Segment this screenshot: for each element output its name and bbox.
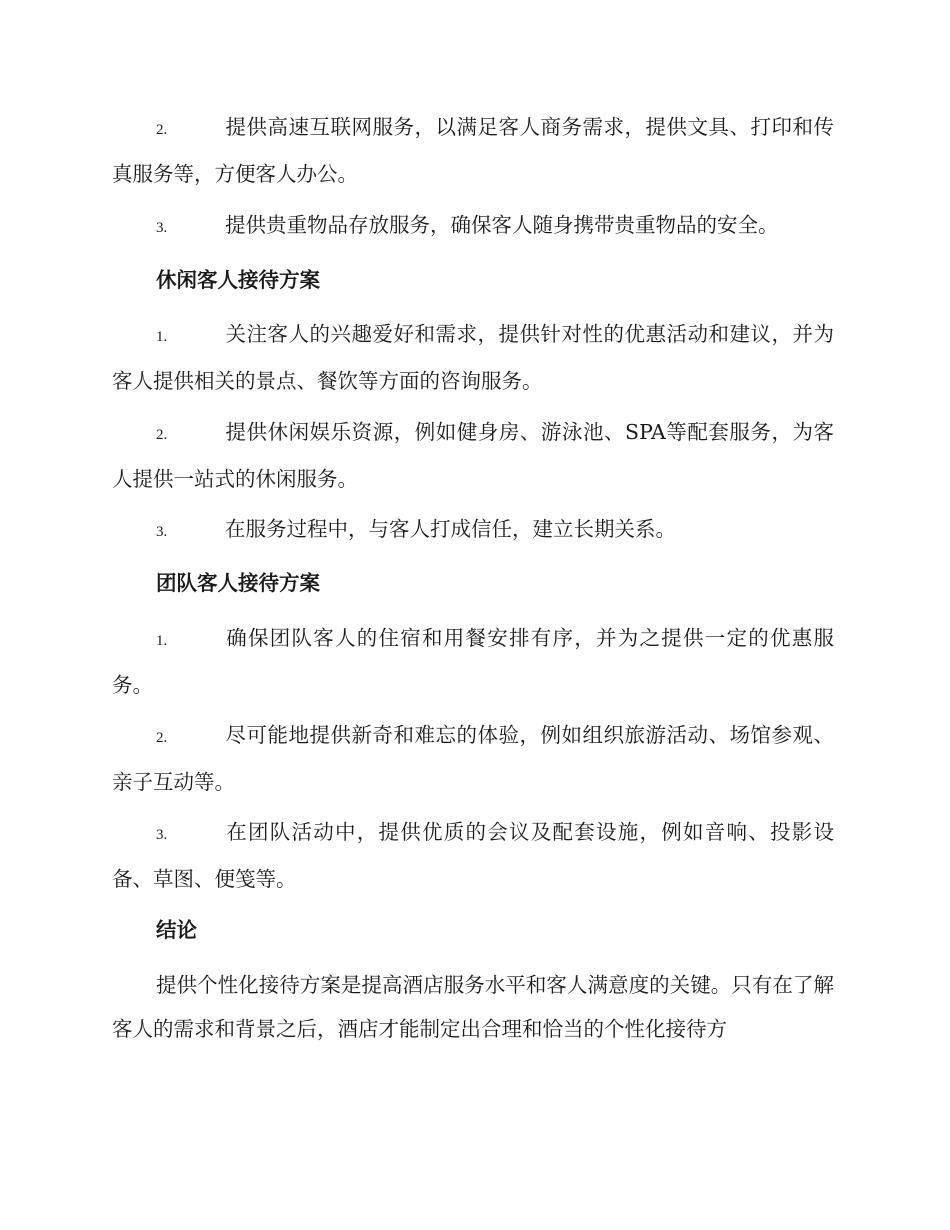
item-number: 3. — [156, 827, 168, 843]
conclusion-heading-block — [112, 908, 834, 952]
item-number: 2. — [156, 730, 168, 746]
list-item — [112, 616, 834, 707]
list-item — [112, 105, 834, 196]
item-text: 确保团队客人的住宿和用餐安排有序，并为之提供一定的优惠服务。 — [112, 626, 834, 697]
group-item-3 — [112, 810, 834, 901]
leisure-heading-block — [112, 258, 834, 302]
group-heading-block — [112, 561, 834, 605]
item-number: 1. — [156, 633, 168, 649]
item-text: 在团队活动中，提供优质的会议及配套设施，例如音响、投影设备、草图、便笺等。 — [112, 820, 834, 891]
item-number: 3. — [156, 524, 168, 540]
business-list-2 — [112, 203, 834, 250]
item-text: 提供贵重物品存放服务，确保客人随身携带贵重物品的安全。 — [225, 213, 779, 237]
list-item — [112, 507, 834, 554]
list-item — [112, 713, 834, 804]
list-item — [112, 312, 834, 403]
section-heading-conclusion: 结论 — [156, 918, 197, 942]
list-item — [112, 810, 834, 901]
item-text: 尽可能地提供新奇和难忘的体验，例如组织旅游活动、场馆参观、亲子互动等。 — [112, 723, 834, 794]
group-item-2 — [112, 713, 834, 804]
item-number: 3. — [156, 220, 168, 236]
item-number: 2. — [156, 427, 168, 443]
item-number: 1. — [156, 329, 168, 345]
leisure-item-1 — [112, 312, 834, 403]
list-item — [112, 410, 834, 501]
item-text: 在服务过程中，与客人打成信任，建立长期关系。 — [225, 517, 676, 541]
conclusion-paragraph-block — [112, 963, 834, 1051]
item-text: 关注客人的兴趣爱好和需求，提供针对性的优惠活动和建议，并为客人提供相关的景点、餐饮等方面的咨询服务。 — [112, 322, 834, 393]
conclusion-paragraph: 提供个性化接待方案是提高酒店服务水平和客人满意度的关键。只有在了解客人的需求和背景之后，酒店才能制定出合理和恰当的个性化接待方 — [112, 973, 834, 1041]
leisure-item-3 — [112, 507, 834, 554]
leisure-item-2 — [112, 410, 834, 501]
item-number: 2. — [156, 122, 168, 138]
item-text: 提供休闲娱乐资源，例如健身房、游泳池、SPA等配套服务，为客人提供一站式的休闲服务。 — [112, 420, 834, 491]
section-heading-leisure: 休闲客人接待方案 — [156, 268, 320, 292]
business-list — [112, 105, 834, 196]
item-text: 提供高速互联网服务，以满足客人商务需求，提供文具、打印和传真服务等，方便客人办公。 — [112, 115, 834, 186]
group-item-1 — [112, 616, 834, 707]
section-heading-group: 团队客人接待方案 — [156, 571, 320, 595]
list-item — [112, 203, 834, 250]
